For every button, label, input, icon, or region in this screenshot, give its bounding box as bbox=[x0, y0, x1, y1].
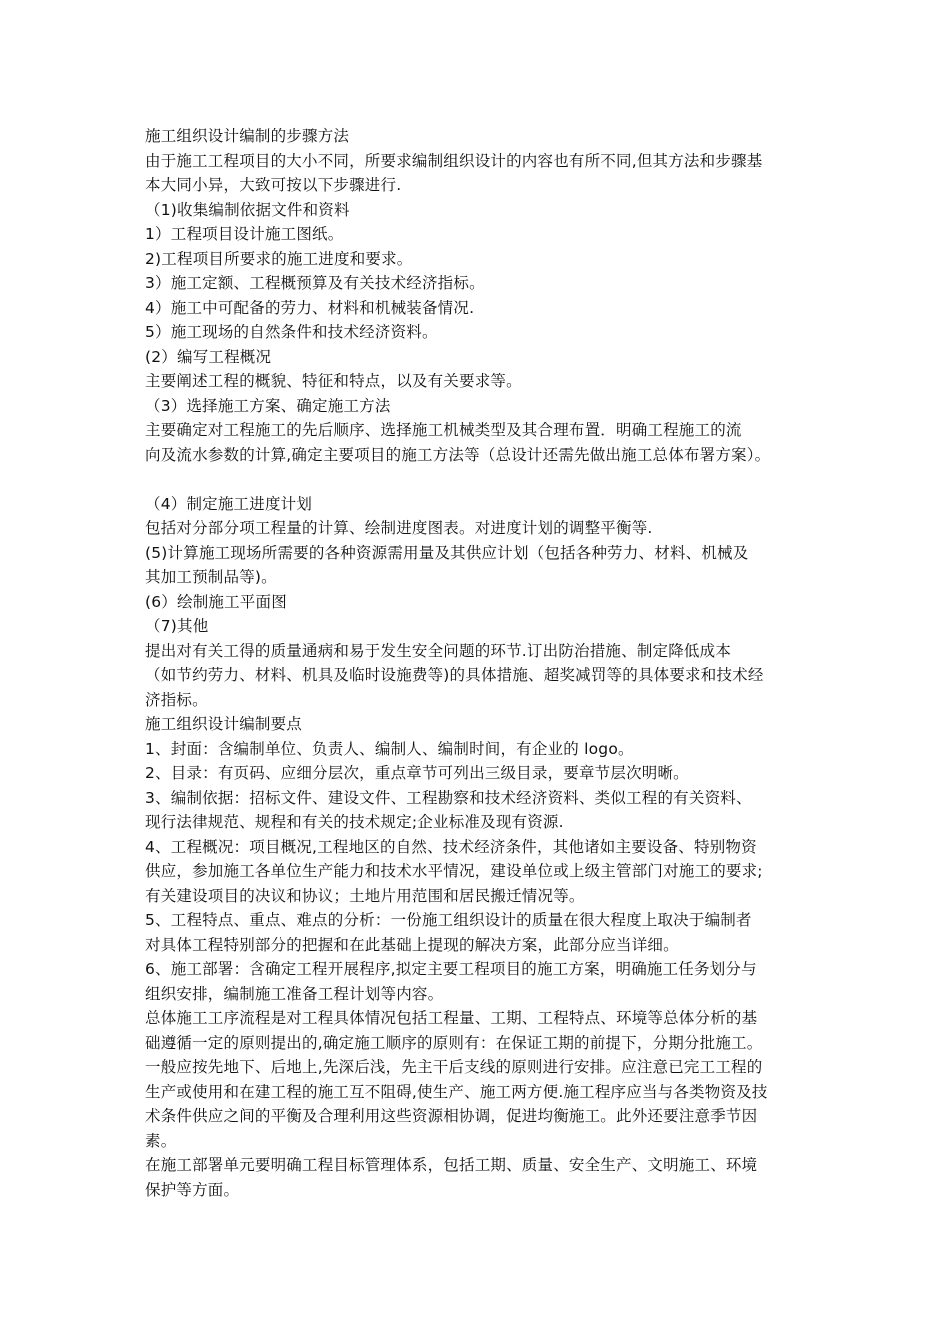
text-line: 1）工程项目设计施工图纸。 bbox=[145, 225, 344, 243]
document-page bbox=[145, 124, 825, 1202]
text-line: 有关建设项目的决议和协议；土地片用范围和居民搬迁情况等。 bbox=[145, 886, 585, 905]
text-line: 保护等方面。 bbox=[145, 1180, 240, 1199]
text-line: 2)工程项目所要求的施工进度和要求。 bbox=[145, 249, 413, 268]
text-line: (2）编写工程概况 bbox=[145, 347, 272, 366]
text-line: 4）施工中可配备的劳力、材料和机械装备情况. bbox=[145, 298, 475, 317]
text-line: (5)计算施工现场所需要的各种资源需用量及其供应计划（包括各种劳力、材料、机械及 bbox=[145, 543, 749, 562]
text-line: 施工组织设计编制要点 bbox=[145, 715, 303, 733]
text-line: （3）选择施工方案、确定施工方法 bbox=[145, 396, 391, 415]
text-line: 在施工部署单元要明确工程目标管理体系，包括工期、质量、安全生产、文明施工、环境 bbox=[145, 1156, 758, 1174]
text-line: 3、编制依据：招标文件、建设文件、工程勘察和技术经济资料、类似工程的有关资料、 bbox=[145, 788, 752, 807]
text-line: 3）施工定额、工程概预算及有关技术经济指标。 bbox=[145, 274, 485, 292]
text-line: 主要阐述工程的概貌、特征和特点，以及有关要求等。 bbox=[145, 372, 522, 390]
text-line: (6）绘制施工平面图 bbox=[145, 592, 287, 611]
text-line: 2、目录：有页码、应细分层次，重点章节可列出三级目录，要章节层次明晰。 bbox=[145, 764, 689, 782]
text-line: 4、工程概况：项目概况,工程地区的自然、技术经济条件，其他诸如主要设备、特别物资 bbox=[145, 837, 757, 856]
text-line bbox=[145, 467, 825, 492]
text-line: 组织安排，编制施工准备工程计划等内容。 bbox=[145, 984, 444, 1003]
text-line: 现行法律规范、规程和有关的技术规定;企业标准及现有资源. bbox=[145, 813, 564, 831]
text-line: 包括对分部分项工程量的计算、绘制进度图表。对进度计划的调整平衡等. bbox=[145, 519, 653, 537]
text-line: 由于施工工程项目的大小不同，所要求编制组织设计的内容也有所不同,但其方法和步骤基 bbox=[145, 151, 763, 170]
text-line: 一般应按先地下、后地上,先深后浅，先主干后支线的原则进行安排。应注意已完工工程的 bbox=[145, 1058, 763, 1076]
text-line: （如节约劳力、材料、机具及临时设施费等)的具体措施、超奖减罚等的具体要求和技术经 bbox=[145, 666, 764, 684]
text-line: 其加工预制品等)。 bbox=[145, 568, 277, 586]
text-line: 础遵循一定的原则提出的,确定施工顺序的原则有：在保证工期的前提下，分期分批施工。 bbox=[145, 1033, 763, 1052]
text-line: 济指标。 bbox=[145, 690, 208, 709]
text-line: （7)其他 bbox=[145, 617, 209, 635]
text-line: 5）施工现场的自然条件和技术经济资料。 bbox=[145, 323, 438, 341]
text-line: 6、施工部署：含确定工程开展程序,拟定主要工程项目的施工方案，明确施工任务划分与 bbox=[145, 960, 757, 978]
text-line: （4）制定施工进度计划 bbox=[145, 494, 313, 513]
text-line: 总体施工工序流程是对工程具体情况包括工程量、工期、工程特点、环境等总体分析的基 bbox=[145, 1009, 758, 1027]
text-line: 1、封面：含编制单位、负责人、编制人、编制时间，有企业的 logo。 bbox=[145, 739, 634, 758]
text-line: 生产或使用和在建工程的施工互不阻碍,使生产、施工两方便.施工程序应当与各类物资及技 bbox=[145, 1082, 768, 1101]
document-title: 施工组织设计编制的步骤方法 bbox=[145, 127, 350, 145]
text-line: 本大同小异，大致可按以下步骤进行. bbox=[145, 176, 402, 194]
text-line: 素。 bbox=[145, 1131, 177, 1150]
text-line: 提出对有关工得的质量通病和易于发生安全问题的环节.订出防治措施、制定降低成本 bbox=[145, 641, 732, 660]
text-line: 主要确定对工程施工的先后顺序、选择施工机械类型及其合理布置．明确工程施工的流 bbox=[145, 421, 742, 439]
text-line: 向及流水参数的计算,确定主要项目的施工方法等（总设计还需先做出施工总体布署方案）。 bbox=[145, 445, 771, 464]
text-line: 供应，参加施工各单位生产能力和技术水平情况，建设单位或上级主管部门对施工的要求; bbox=[145, 862, 763, 880]
text-line: 对具体工程特别部分的把握和在此基础上提现的解决方案，此部分应当详细。 bbox=[145, 935, 679, 954]
text-line: 5、工程特点、重点、难点的分析：一份施工组织设计的质量在很大程度上取决于编制者 bbox=[145, 911, 752, 929]
text-line: 术条件供应之间的平衡及合理利用这些资源相协调，促进均衡施工。此外还要注意季节因 bbox=[145, 1107, 758, 1125]
text-line: （1)收集编制依据文件和资料 bbox=[145, 200, 350, 219]
